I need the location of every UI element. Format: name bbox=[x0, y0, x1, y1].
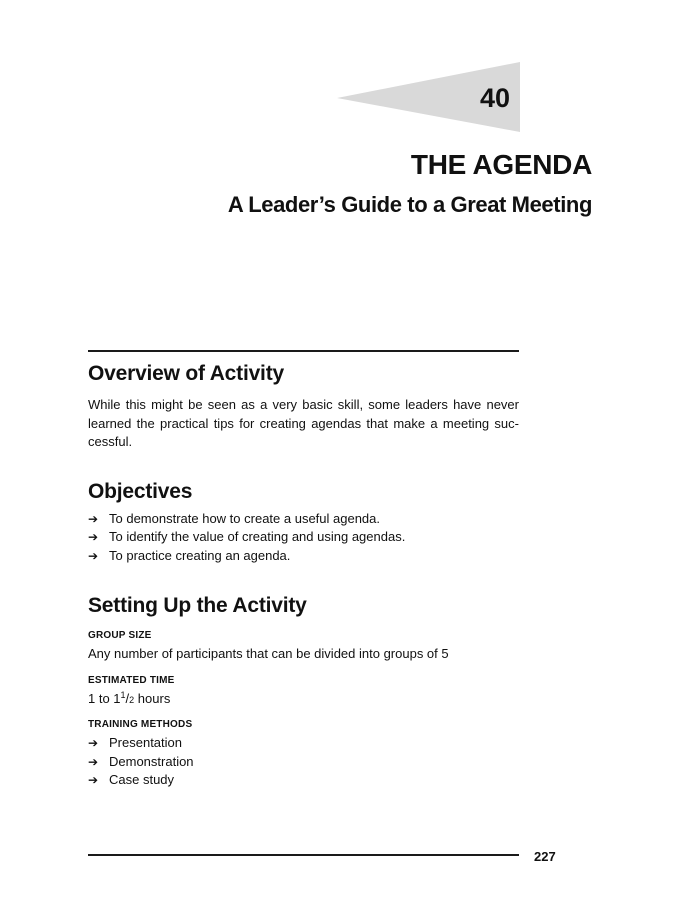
bottom-divider bbox=[88, 854, 519, 856]
top-divider bbox=[88, 350, 519, 352]
objective-item bbox=[88, 510, 519, 529]
overview-text: While this might be seen as a very basic skill, some leaders have never learned the practical tips for creating agendas that make a meeting suc-cessful. bbox=[88, 397, 519, 449]
group-size-label: GROUP SIZE bbox=[88, 630, 152, 641]
training-method-text: Presentation bbox=[109, 735, 182, 750]
training-methods-list bbox=[88, 734, 519, 790]
chapter-number: 40 bbox=[479, 83, 510, 113]
arrow-right-icon: ➔ bbox=[88, 773, 99, 787]
training-method-item bbox=[88, 734, 519, 753]
estimated-time-suffix: hours bbox=[134, 690, 171, 706]
training-method-text: Demonstration bbox=[109, 753, 194, 769]
estimated-time-value: 1 to $1^1/2$ hours bbox=[88, 689, 171, 706]
objective-text: To identify the value of creating and using agendas. bbox=[109, 529, 406, 544]
arrow-right-icon: ➔ bbox=[88, 754, 99, 769]
objectives-heading: Objectives bbox=[88, 479, 193, 503]
objectives-list bbox=[88, 510, 519, 566]
objective-text: To demonstrate how to create a useful agenda. bbox=[109, 510, 381, 526]
estimated-time-numerator: 1 bbox=[120, 689, 126, 700]
main-content bbox=[88, 360, 519, 790]
training-method-item bbox=[88, 753, 519, 772]
objective-text: To practice creating an agenda. bbox=[109, 547, 291, 563]
chapter-title: THE AGENDA bbox=[410, 149, 592, 180]
estimated-time-label: ESTIMATED TIME bbox=[88, 674, 175, 686]
setup-heading: Setting Up the Activity bbox=[88, 594, 307, 617]
objective-item bbox=[88, 528, 519, 547]
estimated-time-prefix: 1 to 1 bbox=[88, 690, 121, 706]
chapter-subtitle: A Leader’s Guide to a Great Meeting bbox=[227, 192, 592, 217]
objective-item bbox=[88, 547, 519, 566]
training-methods-label: TRAINING METHODS bbox=[88, 719, 193, 730]
arrow-right-icon: ➔ bbox=[88, 530, 99, 544]
estimated-time-denominator: 2 bbox=[129, 694, 135, 705]
training-method-item bbox=[88, 771, 519, 790]
arrow-right-icon: ➔ bbox=[88, 511, 99, 526]
overview-heading: Overview of Activity bbox=[88, 362, 284, 385]
page-number: 227 bbox=[534, 849, 556, 864]
arrow-right-icon: ➔ bbox=[88, 736, 99, 750]
training-method-text: Case study bbox=[109, 772, 175, 787]
group-size-value: Any number of participants that can be divided into groups of 5 bbox=[88, 646, 449, 661]
arrow-right-icon: ➔ bbox=[88, 548, 99, 563]
